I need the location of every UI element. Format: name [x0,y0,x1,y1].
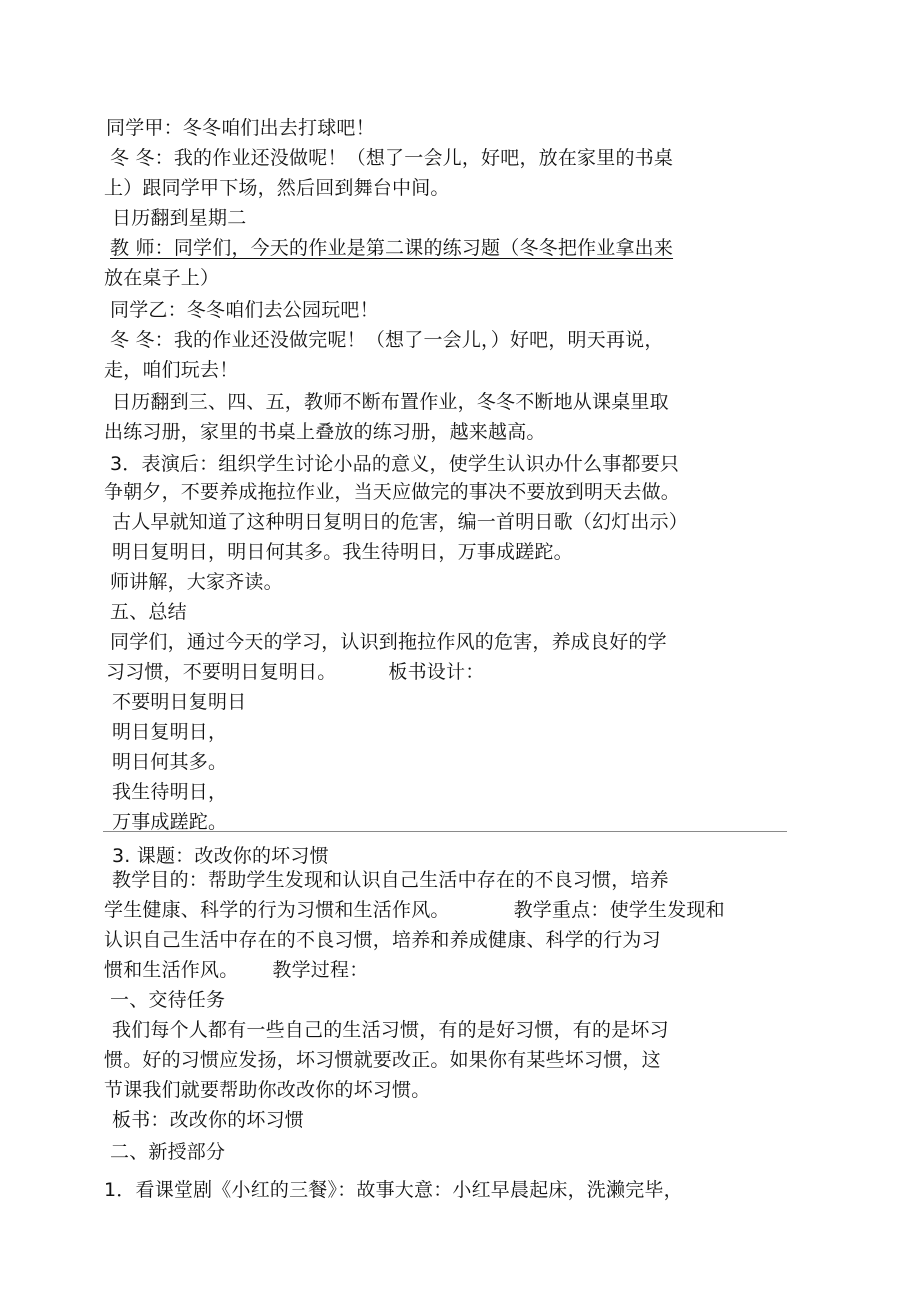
text-line: 3．表演后：组织学生讨论小品的意义，使学生认识办什么事都要只 [110,453,680,475]
text-line: 同学们，通过今天的学习，认识到拖拉作风的危害，养成良好的学 [110,631,667,653]
text-line: 我们每个人都有一些自己的生活习惯，有的是好习惯，有的是坏习 [112,1019,669,1041]
board-line: 万事成蹉跎。 [112,811,228,833]
text-line: 教学目的：帮助学生发现和认识自己生活中存在的不良习惯，培养 [112,869,669,891]
text-line: 日历翻到三、四、五，教师不断布置作业，冬冬不断地从课桌里取 [112,391,669,413]
text-line-underlined: 教 师：同学们，今天的作业是第二课的练习题（冬冬把作业拿出来 [110,237,674,259]
text-segment: 惯和生活作风。 [104,959,239,981]
text-line [106,660,484,684]
board-title: 不要明日复明日 [112,691,247,713]
text-line: 认识自己生活中存在的不良习惯，培养和养成健康、科学的行为习 [104,929,661,951]
text-line: 冬 冬：我的作业还没做呢！（想了一会儿，好吧，放在家里的书桌 [110,147,674,169]
text-line: 节课我们就要帮助你改改你的坏习惯。 [104,1079,431,1101]
text-line: 师讲解，大家齐读。 [110,571,283,593]
board-line: 明日复明日， [112,721,228,743]
text-segment: 教学过程： [272,959,369,981]
text-line: 同学乙：冬冬咱们去公园玩吧！ [110,299,379,321]
text-line: 1．看课堂剧《小红的三餐》：故事大意：小红早晨起床，洗濑完毕， [104,1179,683,1201]
text-line [104,898,725,922]
text-line: 惯。好的习惯应发扬，坏习惯就要改正。如果你有某些坏习惯，这 [104,1049,661,1071]
section-divider [103,831,787,832]
poem-line: 明日复明日，明日何其多。我生待明日，万事成蹉跎。 [112,541,573,563]
text-line: 板书：改改你的坏习惯 [112,1109,305,1131]
section-heading: 一、交待任务 [110,989,226,1011]
text-line: 放在桌子上） [104,267,220,289]
text-line: 冬 冬：我的作业还没做完呢！（想了一会儿，）好吧，明天再说， [110,329,664,351]
board-line: 我生待明日， [112,781,228,803]
section-heading: 五、总结 [110,601,187,623]
lesson-title: 3. 课题：改改你的坏习惯 [112,845,329,867]
text-line: 上）跟同学甲下场，然后回到舞台中间。 [104,177,450,199]
text-line: 古人早就知道了这种明日复明日的危害，编一首明日歌（幻灯出示） [112,511,689,533]
text-line: 日历翻到星期二 [112,207,247,229]
text-line: 争朝夕，不要养成拖拉作业，当天应做完的事决不要放到明天去做。 [104,481,681,503]
text-line: 走，咱们玩去！ [104,359,239,381]
text-segment: 教学重点：使学生发现和 [513,899,725,921]
text-line [104,958,368,982]
text-segment: 学生健康、科学的行为习惯和生活作风。 [104,899,450,921]
text-segment: 习习惯，不要明日复明日。 [106,661,337,683]
section-heading: 二、新授部分 [110,1141,226,1163]
text-line: 出练习册，家里的书桌上叠放的练习册，越来越高。 [104,421,546,443]
board-design-label: 板书设计： [388,661,485,683]
board-line: 明日何其多。 [112,751,228,773]
text-line: 同学甲：冬冬咱们出去打球吧！ [106,117,375,139]
